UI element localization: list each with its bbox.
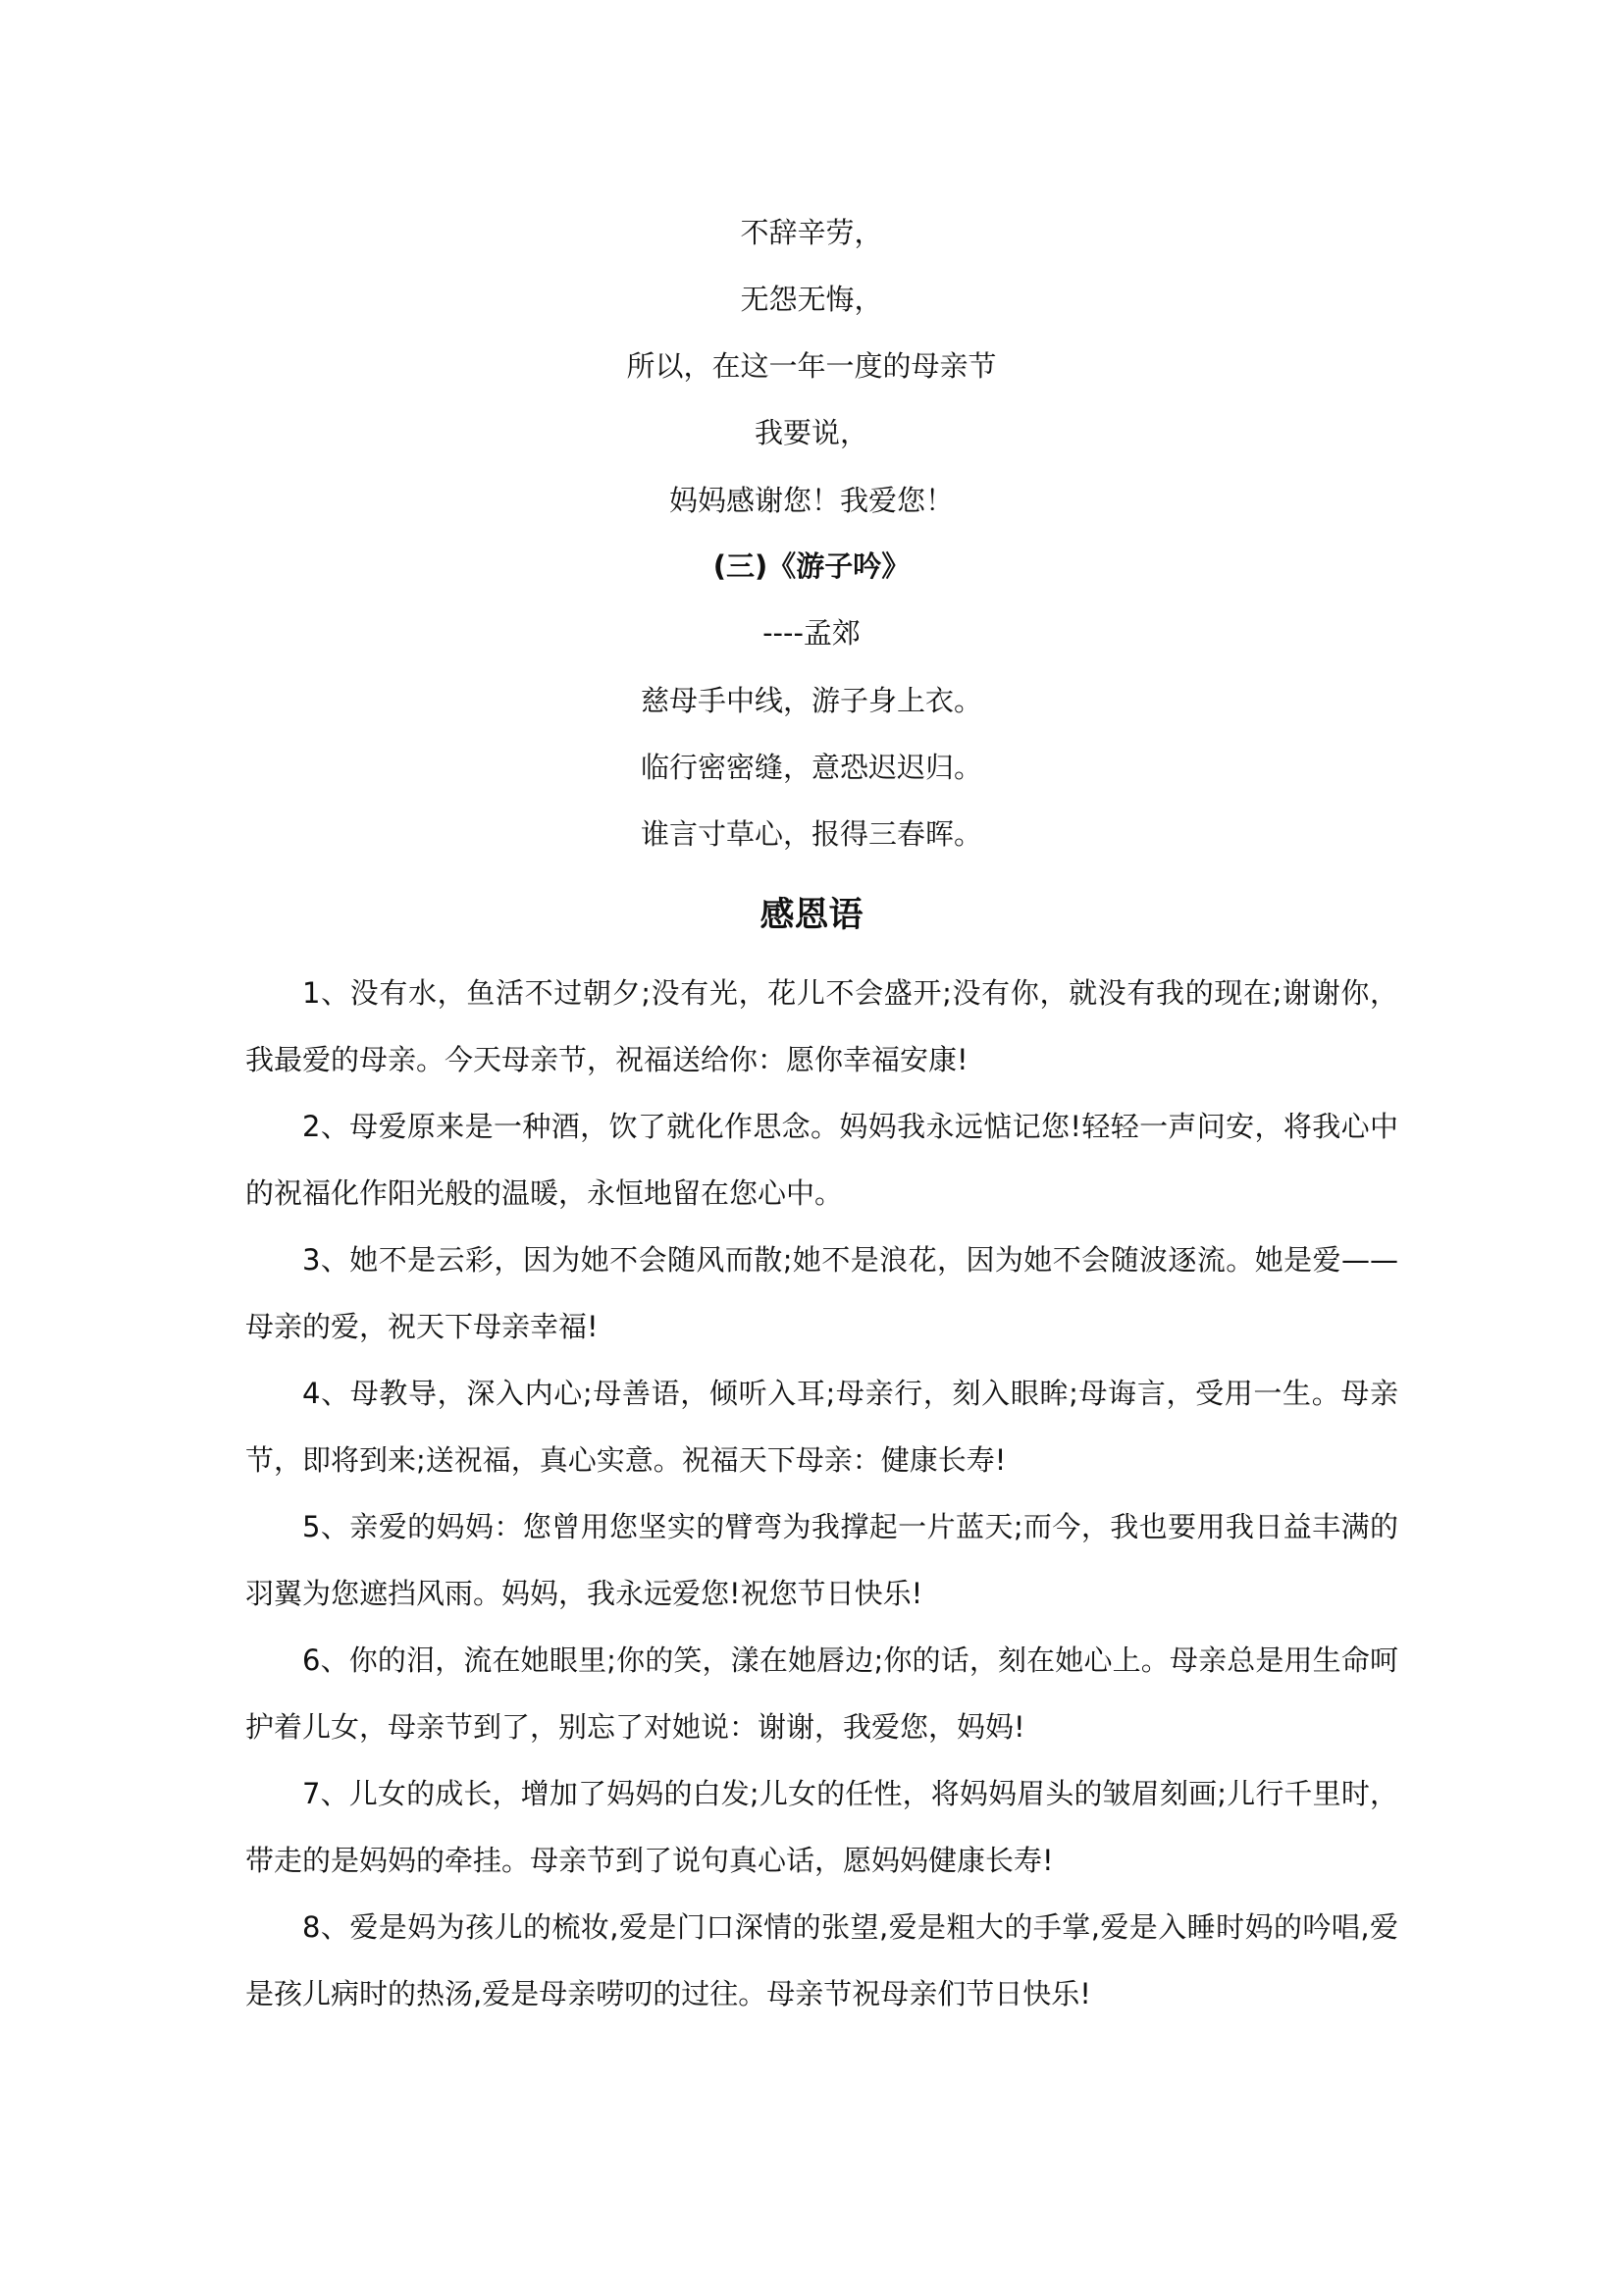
section-title: 感恩语 bbox=[759, 896, 864, 935]
poem-line: 无怨无悔， bbox=[740, 283, 883, 316]
gratitude-item: 1、没有水，鱼活不过朝夕;没有光，花儿不会盛开;没有你，就没有我的现在;谢谢你，我最爱的母亲。今天母亲节，祝福送给你：愿你幸福安康! bbox=[245, 976, 1398, 1076]
gratitude-item: 6、你的泪，流在她眼里;你的笑，漾在她唇边;你的话，刻在她心上。母亲总是用生命呵护着儿女，母亲节到了，别忘了对她说：谢谢，我爱您，妈妈! bbox=[245, 1644, 1398, 1744]
poem-author: ----孟郊 bbox=[762, 616, 861, 650]
poem-line: 妈妈感谢您！我爱您！ bbox=[668, 484, 954, 517]
gratitude-item: 5、亲爱的妈妈：您曾用您坚实的臂弯为我撑起一片蓝天;而今，我也要用我日益丰满的羽翼为您遮挡风雨。妈妈，我永远爱您!祝您节日快乐! bbox=[245, 1510, 1398, 1610]
poem-line: 我要说， bbox=[754, 416, 868, 449]
poem-line: 慈母手中线，游子身上衣。 bbox=[640, 684, 982, 717]
gratitude-item: 2、母爱原来是一种酒，饮了就化作思念。妈妈我永远惦记您!轻轻一声问安，将我心中的祝福化作阳光般的温暖，永恒地留在您心中。 bbox=[245, 1110, 1398, 1210]
poem-heading: (三)《游子吟》 bbox=[712, 549, 911, 583]
poem-line: 所以，在这一年一度的母亲节 bbox=[626, 349, 997, 383]
gratitude-item: 4、母教导，深入内心;母善语，倾听入耳;母亲行，刻入眼眸;母诲言，受用一生。母亲节，即将到来;送祝福，真心实意。祝福天下母亲：健康长寿! bbox=[245, 1377, 1398, 1477]
gratitude-item: 7、儿女的成长，增加了妈妈的白发;儿女的任性，将妈妈眉头的皱眉刻画;儿行千里时，带走的是妈妈的牵挂。母亲节到了说句真心话，愿妈妈健康长寿! bbox=[245, 1777, 1398, 1877]
gratitude-item: 3、她不是云彩，因为她不会随风而散;她不是浪花，因为她不会随波逐流。她是爱——母亲的爱，祝天下母亲幸福! bbox=[245, 1243, 1398, 1343]
poem-line: 不辞辛劳， bbox=[740, 216, 883, 249]
poem-line: 谁言寸草心，报得三春晖。 bbox=[640, 817, 982, 851]
poem-line: 临行密密缝，意恐迟迟归。 bbox=[640, 751, 982, 784]
gratitude-item: 8、爱是妈为孩儿的梳妆,爱是门口深情的张望,爱是粗大的手掌,爱是入睡时妈的吟唱,爱是孩儿病时的热汤,爱是母亲唠叨的过往。母亲节祝母亲们节日快乐! bbox=[245, 1910, 1398, 2010]
